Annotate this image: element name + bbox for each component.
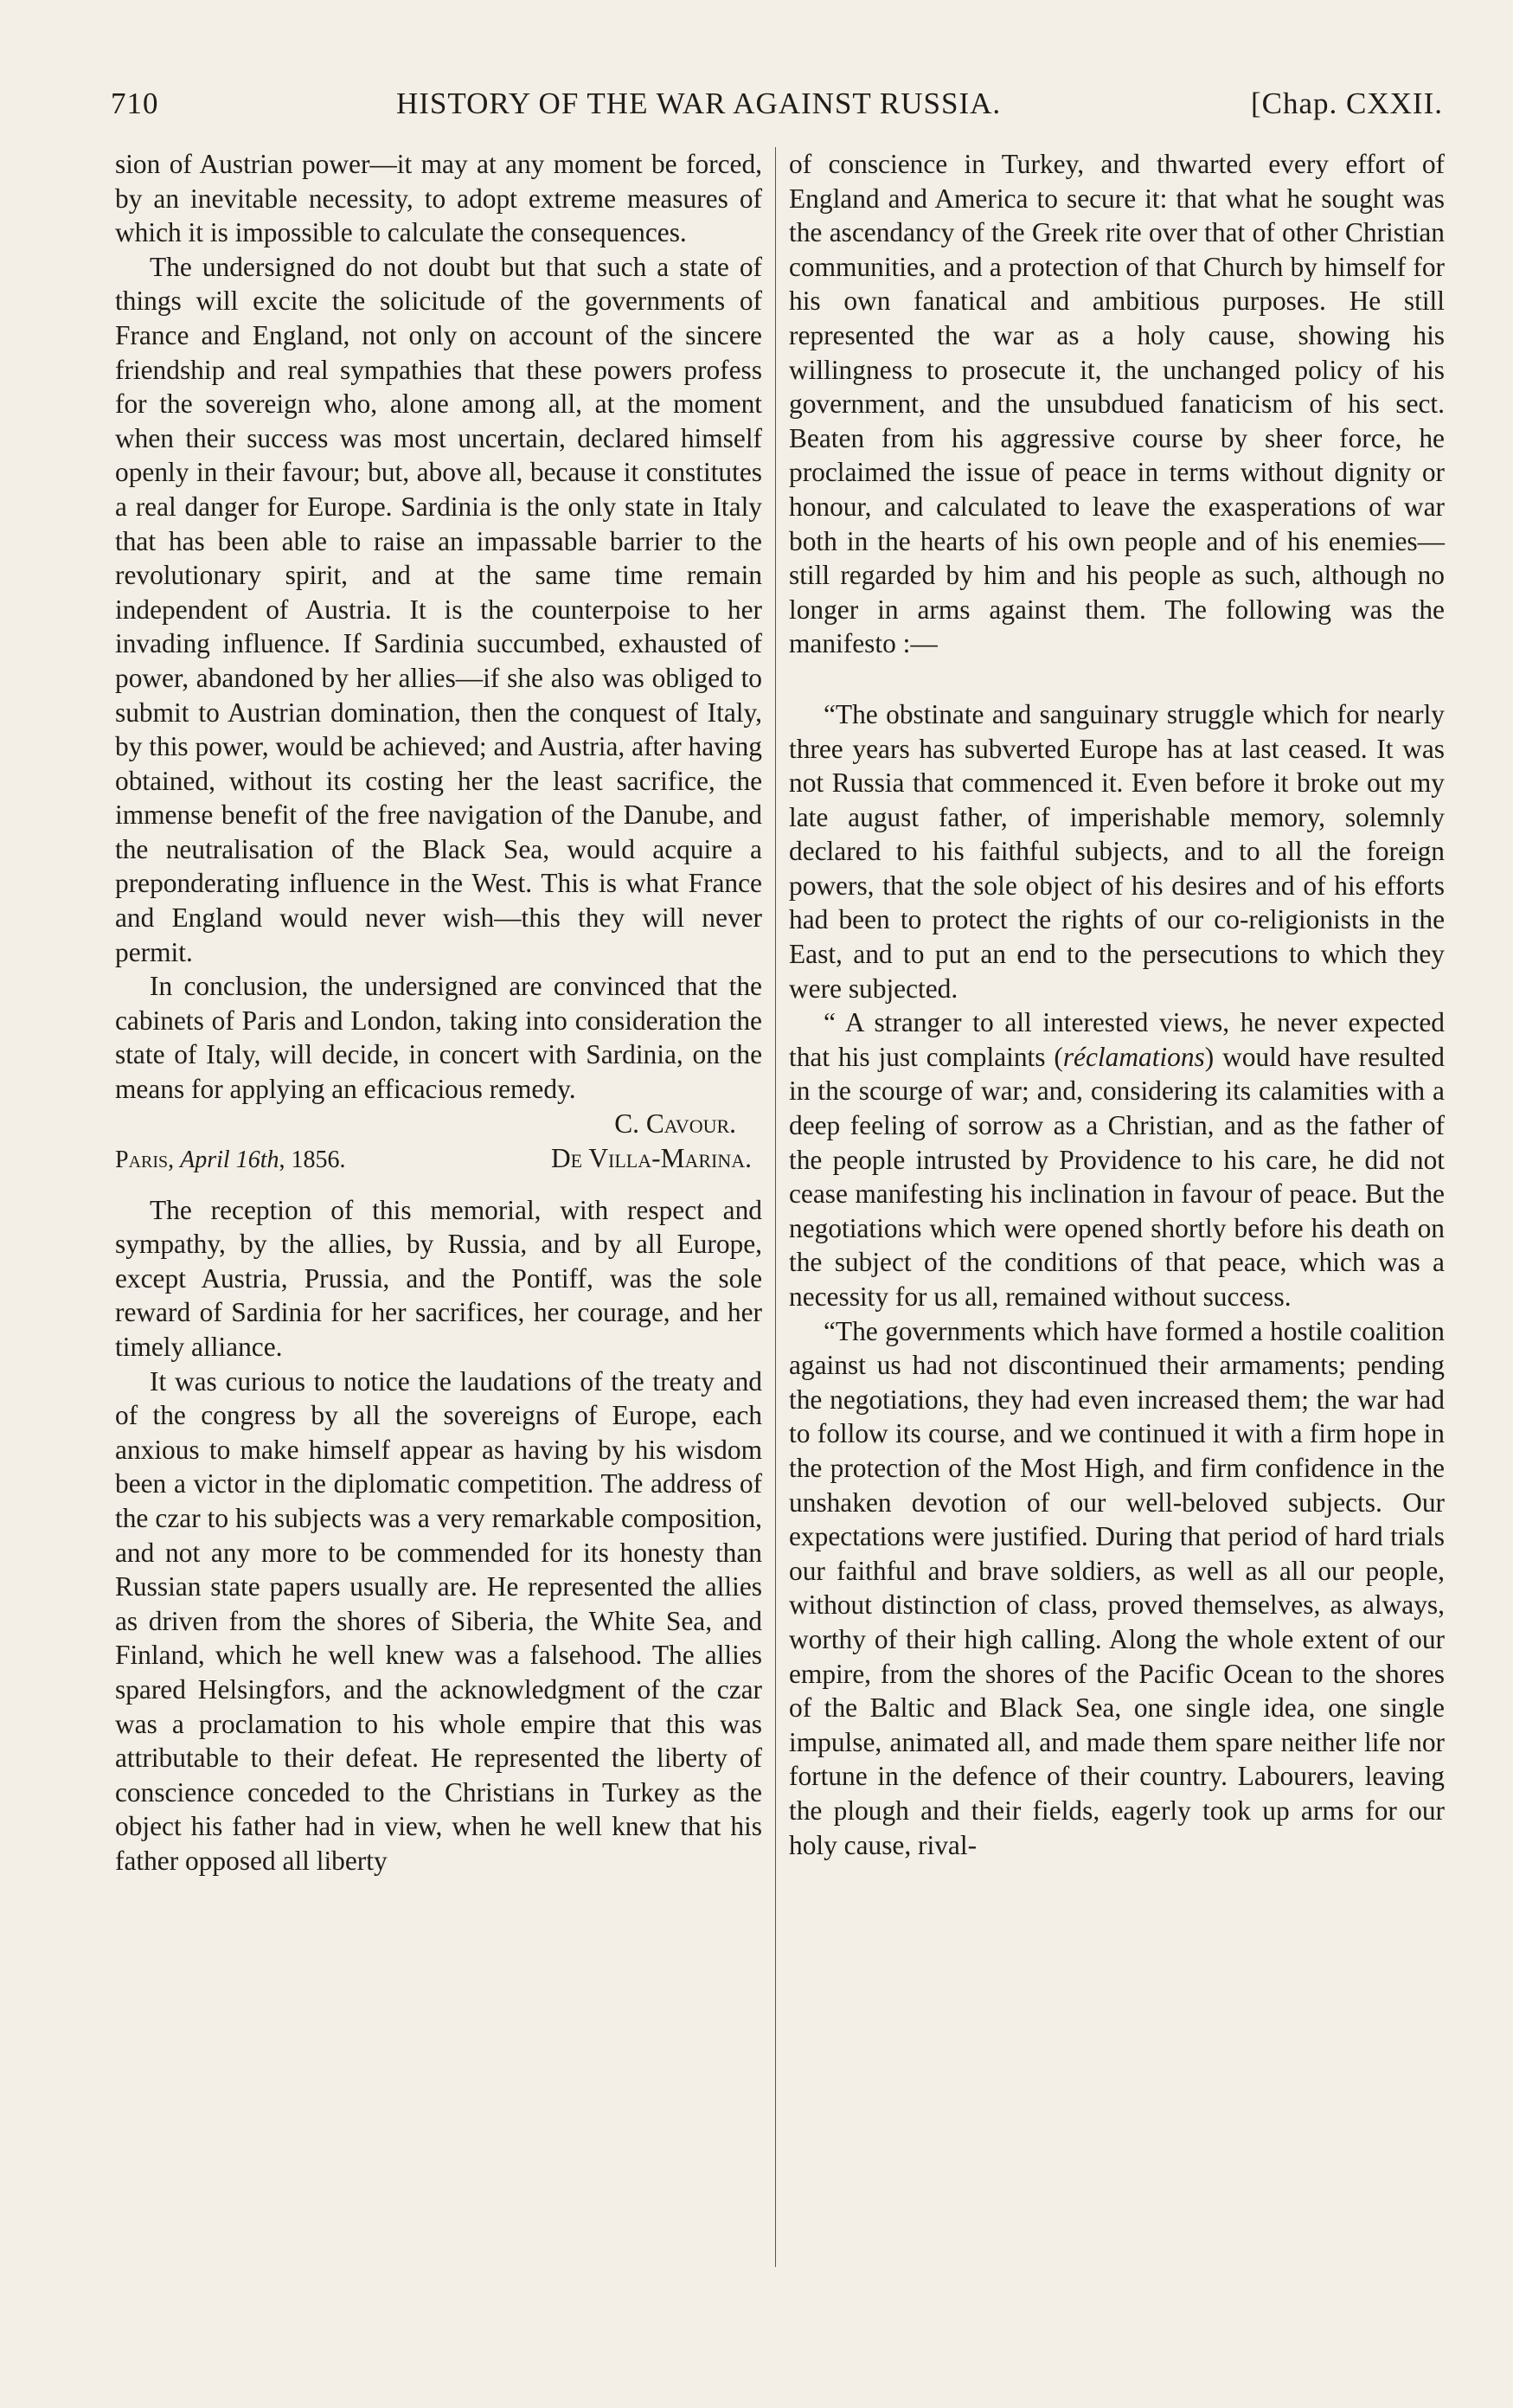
paragraph: The reception of this memorial, with respect and sympathy, by the allies, by Russia, and by all Europe, except Austria, Prussia, and the Pontiff, was the sole reward of Sardinia for her sacrifices, her courage, and her timely alliance. (115, 1194, 762, 1362)
signature-place-date (115, 1143, 345, 1178)
paragraph: “The obstinate and sanguinary struggle which for nearly three years has subverted Europe has at last ceased. It was not Russia that commenced it. Even before it broke out my late august father, of imperishable memory, solemnly declared to his faithful subjects, and to all the foreign powers, that the sole object of his desires and of his efforts had been to protect the rights of our co-religionists in the East, and to put an end to the persecutions to which they were subjected. (789, 698, 1445, 1004)
page-header (111, 78, 1443, 130)
paragraph: “The governments which have formed a hostile coalition against us had not discontinued their armaments; pending the negotiations, they had even increased them; the war had to follow its course, and we continued it with a firm hope in the protection of the Most High, and firm confidence in the unshaken devotion of our well-beloved subjects. Our expectations were justified. During that period of hard trials our faithful and brave soldiers, as well as all our people, without distinction of class, proved themselves, as always, worthy of their high calling. Along the whole extent of our empire, from the shores of the Pacific Ocean to the shores of the Baltic and Black Sea, one single idea, one single impulse, animated all, and made them spare neither life nor fortune in the defence of their country. Labourers, leaving the plough and their fields, eagerly took up arms for our holy cause, rival- (789, 1315, 1445, 1860)
signature-place: Paris, (115, 1146, 181, 1173)
signature-cavour: C. Cavour. (614, 1108, 736, 1139)
paragraph: In conclusion, the undersigned are convinced that the cabinets of Paris and London, taking into consideration the state of Italy, will decide, in concert with Sardinia, on the means for applying an efficacious remedy. (115, 971, 762, 1105)
italic-term: réclamations (1062, 1041, 1205, 1072)
running-title: HISTORY OF THE WAR AGAINST RUSSIA. (396, 87, 1002, 120)
paragraph-text: “ A stranger to all interested views, he never expected that his just complaints ( (789, 1007, 1445, 1072)
right-column (789, 147, 1445, 1862)
page-number: 710 (111, 87, 159, 120)
signature-year: , 1856. (279, 1146, 346, 1173)
signature-line-1 (115, 1107, 762, 1141)
signature-line-2 (115, 1141, 762, 1176)
paragraph: sion of Austrian power—it may at any moment be forced, by an inevitable necessity, to adopt extreme measures of which it is impossible to calculate the consequences. (115, 149, 762, 248)
column-divider (775, 147, 776, 2267)
paragraph: of conscience in Turkey, and thwarted every effort of England and America to secure it: that what he sought was the ascendancy of the Greek rite over that of other Christian communities, and a protection of that Church by himself for his own fanatical and ambitious purposes. He still represented the war as a holy cause, showing his willingness to prosecute it, the unchanged policy of his government, and the unsubdued fanaticism of his sect. Beaten from his aggressive course by sheer force, he proclaimed the issue of peace in terms without dignity or honour, and calculated to leave the exasperations of war both in the hearts of his own people and of his enemies—still regarded by him and his people as such, although no longer in arms against them. The following was the manifesto :— (789, 149, 1445, 659)
paragraph-text: ) would have resulted in the scourge of war; and, considering its calamities with a deep feeling of sorrow as a Christian, and as the father of the people intrusted by Providence to his care, he did not cease manifesting his inclination in favour of peace. But the negotiations which were opened shortly before his death on the subject of the conditions of that peace, which was a necessity for us all, remained without success. (789, 1041, 1445, 1312)
signature-date: April 16th (180, 1146, 279, 1173)
chapter-label: [Chap. CXXII. (1251, 87, 1443, 120)
paragraph (789, 1005, 1445, 1313)
signature-villa-marina: De Villa-Marina. (550, 1142, 752, 1173)
paragraph: It was curious to notice the laudations of the treaty and of the congress by all the sovereigns of Europe, each anxious to make himself appear as having by his wisdom been a victor in the diplomatic competition. The address of the czar to his subjects was a very remarkable composition, and not any more to be commended for its honesty than Russian state papers usually are. He represented the allies as driven from the shores of Siberia, the White Sea, and Finland, which he well knew was a falsehood. The allies spared Helsingfors, and the acknowledgment of the czar was a proclamation to his whole empire that this was attributable to their defeat. He represented the liberty of conscience conceded to the Christians in Turkey as the object his father had in view, when he well knew that his father opposed all liberty (115, 1365, 762, 1876)
paragraph: The undersigned do not doubt but that such a state of things will excite the solicitude of the governments of France and England, not only on account of the sincere friendship and real sympathies that these powers profess for the sovereign who, alone among all, at the moment when their success was most uncertain, declared himself openly in their favour; but, above all, because it constitutes a real danger for Europe. Sardinia is the only state in Italy that has been able to raise an impassable barrier to the revolutionary spirit, and at the same time remain independent of Austria. It is the counterpoise to her invading influence. If Sardinia succumbed, exhausted of power, abandoned by her allies—if she also was obliged to submit to Austrian domination, then the conquest of Italy, by this power, would be achieved; and Austria, after having obtained, without its costing her the least sacrifice, the immense benefit of the free navigation of the Danube, and the neutralisation of the Black Sea, would acquire a preponderating influence in the West. This is what France and England would never wish—this they will never permit. (115, 251, 762, 967)
left-column (115, 147, 762, 1878)
